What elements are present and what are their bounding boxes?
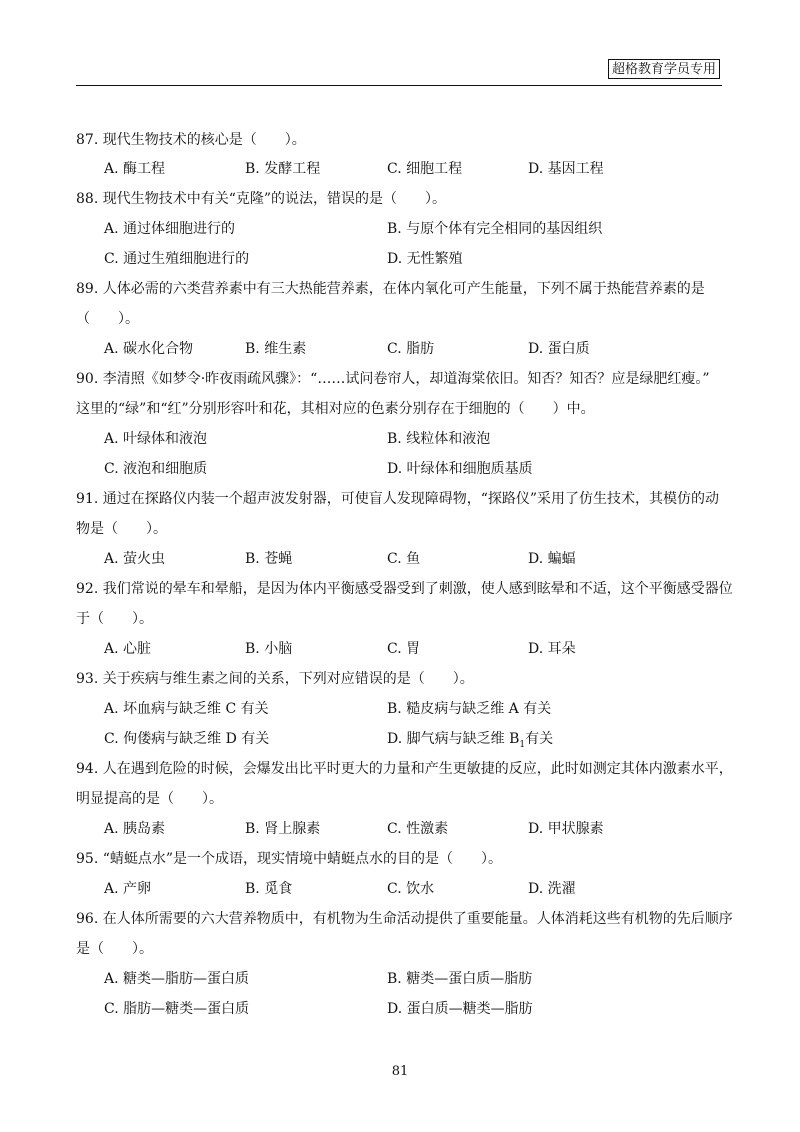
question-89-stem-line-2: （ ）。 xyxy=(76,311,139,327)
question-88-stem: 88. 现代生物技术中有关“克隆”的说法，错误的是（ ）。 xyxy=(76,191,447,207)
question-91-stem-line-2: 物是（ ）。 xyxy=(76,521,167,537)
question-90-option-a: A. 叶绿体和液泡 xyxy=(104,431,208,447)
question-93-stem: 93. 关于疾病与维生素之间的关系，下列对应错误的是（ ）。 xyxy=(76,671,474,687)
question-91-option-c: C. 鱼 xyxy=(387,551,421,567)
question-88-option-c: C. 通过生殖细胞进行的 xyxy=(104,251,250,267)
question-91-option-d: D. 蝙蝠 xyxy=(528,551,576,567)
question-92-option-d: D. 耳朵 xyxy=(528,641,576,657)
question-96-option-d: D. 蛋白质—糖类—脂肪 xyxy=(387,1001,533,1017)
question-93-option-d-text: D. 脚气病与缺乏维 B xyxy=(387,731,520,747)
question-95-option-d: D. 洗濯 xyxy=(528,881,576,897)
student-use-stamp: 超格教育学员专用 xyxy=(608,59,720,79)
question-89-option-a: A. 碳水化合物 xyxy=(104,341,194,357)
question-92-option-b: B. 小脑 xyxy=(245,641,293,657)
question-92-option-c: C. 胃 xyxy=(387,641,421,657)
question-96-stem-line-2: 是（ ）。 xyxy=(76,941,153,957)
question-89-stem-line-1: 89. 人体必需的六类营养素中有三大热能营养素，在体内氧化可产生能量，下列不属于热能营养素的是 xyxy=(76,281,705,297)
question-94-stem-line-1: 94. 人在遇到危险的时候，会爆发出比平时更大的力量和产生更敏捷的反应，此时如测定其体内激素水平， xyxy=(76,761,733,777)
question-90-option-b: B. 线粒体和液泡 xyxy=(387,431,491,447)
question-94-stem-line-2: 明显提高的是（ ）。 xyxy=(76,791,223,807)
question-90-option-d: D. 叶绿体和细胞质基质 xyxy=(387,461,533,477)
page-number: 81 xyxy=(391,1064,409,1079)
question-95-option-c: C. 饮水 xyxy=(387,881,435,897)
question-92-option-a: A. 心脏 xyxy=(104,641,152,657)
question-94-option-a: A. 胰岛素 xyxy=(104,821,166,837)
question-91-option-b: B. 苍蝇 xyxy=(245,551,293,567)
question-95-option-b: B. 觅食 xyxy=(245,881,293,897)
question-87-option-b: B. 发酵工程 xyxy=(245,161,321,177)
question-96-option-b: B. 糖类—蛋白质—脂肪 xyxy=(387,971,533,987)
question-92-stem-line-1: 92. 我们常说的晕车和晕船，是因为体内平衡感受器受到了刺激，使人感到眩晕和不适，这个平衡感受器位 xyxy=(76,581,733,597)
question-91-option-a: A. 萤火虫 xyxy=(104,551,166,567)
question-88-option-b: B. 与原个体有完全相同的基因组织 xyxy=(387,221,603,237)
question-94-option-d: D. 甲状腺素 xyxy=(528,821,604,837)
question-96-stem-line-1: 96. 在人体所需要的六大营养物质中，有机物为生命活动提供了重要能量。人体消耗这些有机物的先后顺序 xyxy=(76,911,733,927)
question-93-option-c: C. 佝偻病与缺乏维 D 有关 xyxy=(104,731,270,747)
question-87-stem: 87. 现代生物技术的核心是（ ）。 xyxy=(76,132,306,148)
question-96-option-c: C. 脂肪—糖类—蛋白质 xyxy=(104,1001,250,1017)
question-93-option-d-suffix: 有关 xyxy=(525,731,554,747)
question-91-stem-line-1: 91. 通过在探路仪内装一个超声波发射器，可使盲人发现障碍物，“探路仪”采用了仿生技术，其模仿的动 xyxy=(76,491,720,507)
question-95-option-a: A. 产卵 xyxy=(104,881,152,897)
question-90-option-c: C. 液泡和细胞质 xyxy=(104,461,208,477)
question-87-option-a: A. 酶工程 xyxy=(104,161,166,177)
question-89-option-c: C. 脂肪 xyxy=(387,341,435,357)
question-92-stem-line-2: 于（ ）。 xyxy=(76,611,153,627)
question-93-option-d xyxy=(387,729,553,755)
question-90-stem-line-2: 这里的“绿”和“红”分别形容叶和花，其相对应的色素分别存在于细胞的（ ）中。 xyxy=(76,401,595,417)
question-90-stem-line-1: 90. 李清照《如梦令·昨夜雨疏风骤》：“……试问卷帘人，却道海棠依旧。知否？知否？应是绿肥红瘦。” xyxy=(76,371,710,387)
question-94-option-b: B. 肾上腺素 xyxy=(245,821,321,837)
question-93-option-b: B. 糙皮病与缺乏维 A 有关 xyxy=(387,701,552,717)
question-95-stem: 95. “蜻蜓点水”是一个成语，现实情境中蜻蜓点水的目的是（ ）。 xyxy=(76,851,503,867)
header-rule xyxy=(76,85,722,86)
question-87-option-c: C. 细胞工程 xyxy=(387,161,463,177)
question-94-option-c: C. 性激素 xyxy=(387,821,449,837)
question-88-option-d: D. 无性繁殖 xyxy=(387,251,463,267)
question-93-option-d-subscript: 1 xyxy=(519,739,526,750)
question-88-option-a: A. 通过体细胞进行的 xyxy=(104,221,236,237)
question-89-option-b: B. 维生素 xyxy=(245,341,307,357)
question-87-option-d: D. 基因工程 xyxy=(528,161,604,177)
question-89-option-d: D. 蛋白质 xyxy=(528,341,590,357)
question-93-option-a: A. 坏血病与缺乏维 C 有关 xyxy=(104,701,269,717)
question-96-option-a: A. 糖类—脂肪—蛋白质 xyxy=(104,971,250,987)
